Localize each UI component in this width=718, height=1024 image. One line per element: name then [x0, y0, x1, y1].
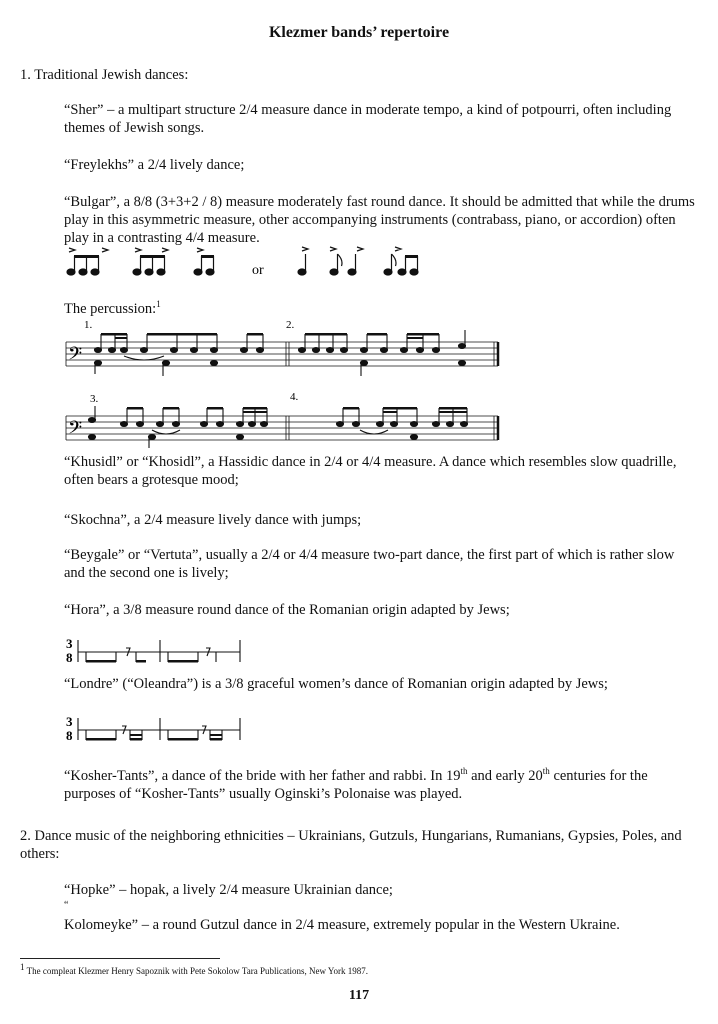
page-title: Klezmer bands’ repertoire [268, 24, 450, 41]
time-signature-bottom: 8 [66, 650, 73, 665]
rhythm-or-label: or [252, 263, 264, 278]
hopke-paragraph: “Hopke” – hopak, a lively 2/4 measure Ukrainian dance; [64, 882, 393, 898]
section-1-heading: 1. Traditional Jewish dances: [20, 67, 189, 83]
kosher-tants-paragraph: “Kosher-Tants”, a dance of the bride with her father and rabbi. In 19th and early 20th centuries for the purposes of “Kosher-Tants” usually Oginski’s Polonaise was played. [64, 766, 648, 802]
bulgar-rhythm-notation [62, 244, 442, 280]
londre-paragraph: “Londre” (“Oleandra”) is a 3/8 graceful women’s dance of Romanian origin adapted by Jews; [64, 676, 608, 692]
bass-clef-icon: 𝄢 [68, 343, 83, 368]
percussion-staff-row-1 [64, 316, 504, 380]
time-signature-top: 3 [66, 714, 73, 729]
skochna-paragraph: “Skochna”, a 2/4 measure lively dance with jumps; [64, 512, 362, 528]
staff-number-4: 4. [290, 391, 299, 403]
beygale-paragraph: “Beygale” or “Vertuta”, usually a 2/4 or 4/4 measure two-part dance, the first part of which is rather slow and the second one is lively; [64, 547, 675, 581]
time-signature-top: 3 [66, 636, 73, 651]
freylekhs-paragraph: “Freylekhs” a 2/4 lively dance; [64, 157, 245, 173]
kolomeyke-paragraph: Kolomeyke” – a round Gutzul dance in 2/4 measure, extremely popular in the Western Ukraine. [64, 917, 620, 933]
percussion-staff-row-2 [64, 390, 504, 454]
khusidl-paragraph: “Khusidl” or “Khosidl”, a Hassidic dance in 2/4 or 4/4 measure. A dance which resembles slow quadrille, often bears a grotesque mood; [64, 454, 677, 488]
percussion-label: The percussion:$^1$ [64, 299, 161, 317]
staff-number-1: 1. [84, 319, 93, 331]
staff-number-3: 3. [90, 393, 99, 405]
hora-paragraph: “Hora”, a 3/8 measure round dance of the Romanian origin adapted by Jews; [64, 602, 510, 618]
footnote-ref: 1 [156, 299, 161, 310]
bass-clef-icon: 𝄢 [68, 417, 83, 442]
footnote-divider [20, 958, 220, 959]
page-number: 117 [348, 988, 370, 1003]
sher-paragraph: “Sher” – a multipart structure 2/4 measure dance in moderate tempo, a kind of potpourri, often including themes of Jewish songs. [64, 102, 672, 136]
time-signature-bottom: 8 [66, 728, 73, 743]
section-2-heading: 2. Dance music of the neighboring ethnicities – Ukrainians, Gutzuls, Hungarians, Rumanians, Gypsies, Poles, and others: [20, 828, 682, 862]
hora-rhythm-notation [64, 632, 254, 672]
kolomeyke-open-quote: “ [64, 900, 69, 911]
staff-number-2: 2. [286, 319, 295, 331]
bulgar-paragraph: “Bulgar”, a 8/8 (3+3+2 / 8) measure moderately fast round dance. It should be admitted that while the drums play in this asymmetric measure, other accompanying instruments (contrabass, piano, or accordion) often play in a contrasting 4/4 measure. [64, 194, 695, 246]
londre-rhythm-notation [64, 710, 254, 750]
footnote: 1 The compleat Klezmer Henry Sapoznik with Pete Sokolow Tara Publications, New York 1987. [20, 962, 368, 976]
